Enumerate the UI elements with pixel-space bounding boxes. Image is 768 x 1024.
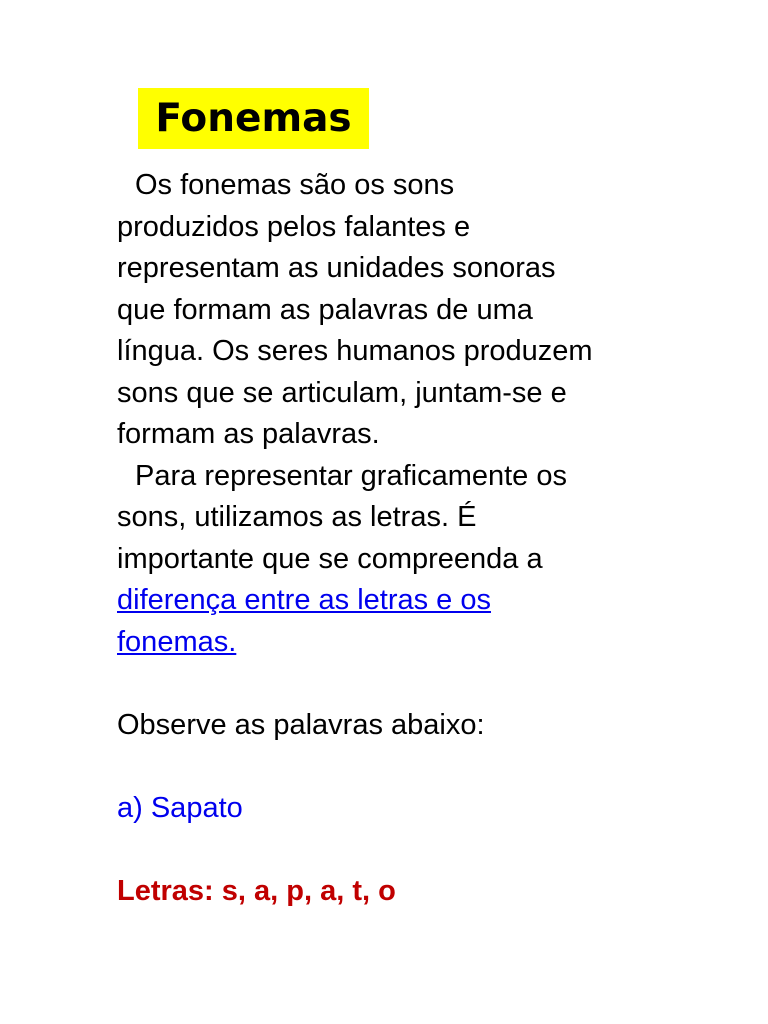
letters-vs-phonemes-link-continued[interactable]: fonemas.: [117, 625, 237, 658]
blank-line: [117, 663, 677, 705]
paragraph-line: língua. Os seres humanos produzem: [117, 335, 593, 367]
paragraph-line: sons que se articulam, juntam-se e: [117, 376, 567, 409]
observe-text: Observe as palavras abaixo:: [117, 708, 485, 741]
paragraph-line: sons, utilizamos as letras. É: [117, 501, 477, 533]
blank-line: [117, 829, 677, 871]
paragraph-line: formam as palavras.: [117, 418, 380, 450]
paragraph-line: importante que se compreenda a: [117, 542, 543, 575]
link-line: [117, 622, 677, 664]
paragraph-line: representam as unidades sonoras: [117, 252, 556, 284]
link-line: [117, 580, 677, 622]
document-body: [117, 165, 677, 912]
letters-vs-phonemes-link[interactable]: diferença entre as letras e os: [117, 584, 491, 616]
blank-line: [117, 746, 677, 788]
paragraph-line: Para representar graficamente os: [135, 459, 567, 492]
example-a: a) Sapato: [117, 791, 243, 824]
paragraph-line: produzidos pelos falantes e: [117, 210, 471, 243]
paragraph-line: Os fonemas são os sons: [135, 169, 455, 201]
page-title: Fonemas: [138, 88, 369, 149]
letters-a: Letras: s, a, p, a, t, o: [117, 874, 396, 907]
paragraph-2: [117, 456, 677, 664]
paragraph-line: que formam as palavras de uma: [117, 293, 533, 326]
paragraph-1: [117, 165, 677, 456]
